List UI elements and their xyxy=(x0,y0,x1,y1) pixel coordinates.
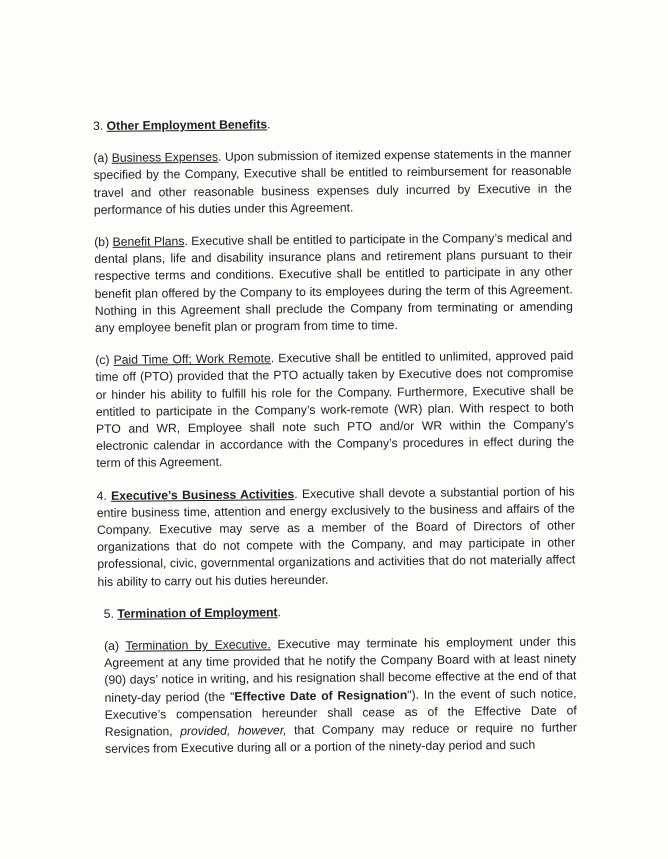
section-5-number: 5. xyxy=(103,606,114,621)
section-4-title: Executive’s Business Activities xyxy=(111,486,295,503)
termination-by-executive-title: Termination by Executive. xyxy=(125,637,271,653)
business-expenses-text: Upon submission of itemized expense statements in the manner specified by the Company, Executive shall be entitled to reimbursement for reasonable travel and other reasonable business expenses duly incurred by Executive in the performance of his duties under this Agreement. xyxy=(93,146,572,217)
paid-time-off-text: Executive shall be entitled to unlimited, approved paid time off (PTO) provided that the PTO actually taken by Executive does not compromise or hinder his ability to fulfill his role for the Company. Furthermore, Executive shall be entitled to participate in the Company’s work-remote (WR) plan. With respect to both PTO and WR, Employee shall note such PTO and/or WR within the Company’s electronic calendar in accordance with the Company’s procedures in effect during the term of this Agreement. xyxy=(95,348,575,471)
section-3-number: 3. xyxy=(93,118,104,133)
section-4-paragraph: 4. Executive’s Business Activities. Executive shall devote a substantial portion of his entire business time, attention and energy exclusively to the business and affairs of the Company. Executive may serve as a member of the Board of Directors of other organizations that do not compete with the Company, and may participate in other professional, civic, governmental organizations and activities that do not materially affect his ability to carry out his duties hereunder. xyxy=(96,484,576,589)
proviso: provided, however, xyxy=(180,723,287,739)
section-5-title: Termination of Employment xyxy=(117,605,278,621)
section-3-heading: 3. Other Employment Benefits. xyxy=(93,117,271,133)
paragraph-paid-time-off: (c) Paid Time Off; Work Remote. Executive shall be entitled to unlimited, approved paid time off (PTO) provided that the PTO actually taken by Executive does not compromise or hinder his ability to fulfill his role for the Company. Furthermore, Executive shall be entitled to participate in the Company’s work-remote (WR) plan. With respect to both PTO and WR, Employee shall note such PTO and/or WR within the Company’s electronic calendar in accordance with the Company’s procedures in effect during the term of this Agreement. xyxy=(95,348,575,471)
paragraph-benefit-plans: (b) Benefit Plans. Executive shall be entitled to participate in the Company’s medical and dental plans, life and disability insurance plans and retirement plans pursuant to their respective terms and conditions. Executive shall be entitled to participate in any other benefit plan offered by the Company to its employees during the term of this Agreement. Nothing in this Agreement shall preclude the Company from terminating or amending any employee benefit plan or program from time to time. xyxy=(94,230,573,336)
document-body xyxy=(93,113,577,773)
paid-time-off-title: Paid Time Off; Work Remote xyxy=(113,351,271,368)
section-4-text: Executive shall devote a substantial portion of his entire business time, attention and energy exclusively to the business and affairs of the Company. Executive may serve as a member of the Board of Directors of other organizations that do not compete with the Company, and may participate in other professional, civic, governmental organizations and activities that do not materially affect his ability to carry out his duties hereunder. xyxy=(96,484,576,589)
benefit-plans-text: Executive shall be entitled to participate in the Company’s medical and dental plans, life and disability insurance plans and retirement plans pursuant to their respective terms and conditions. Executive shall be entitled to participate in any other benefit plan offered by the Company to its employees during the term of this Agreement. Nothing in this Agreement shall preclude the Company from terminating or amending any employee benefit plan or program from time to time. xyxy=(94,230,573,336)
paragraph-business-expenses: (a) Business Expenses. Upon submission of itemized expense statements in the manner specified by the Company, Executive shall be entitled to reimbursement for reasonable travel and other reasonable business expenses duly incurred by Executive in the performance of his duties under this Agreement. xyxy=(93,146,572,217)
defined-term: Effective Date of Resignation xyxy=(234,687,408,704)
paragraph-termination-by-executive: (a) Termination by Executive. Executive may terminate his employment under this Agreement at any time provided that he notify the Company Board with at least ninety (90) days’ notice in writing, and his resignation shall become effective at the end of that ninety-day period (the "Effective Date of Resignation"). In the event of such notice, Executive’s compensation hereunder shall cease as of the Effective Date of Resignation, provided, however, that Company may reduce or require no further services from Executive during all or a portion of the ninety-day period and such xyxy=(104,634,577,757)
section-4-number: 4. xyxy=(96,488,107,503)
benefit-plans-title: Benefit Plans xyxy=(112,234,185,249)
section-5-heading: 5. Termination of Employment. xyxy=(103,605,282,621)
business-expenses-title: Business Expenses xyxy=(111,150,219,166)
section-3-title: Other Employment Benefits xyxy=(106,117,268,133)
